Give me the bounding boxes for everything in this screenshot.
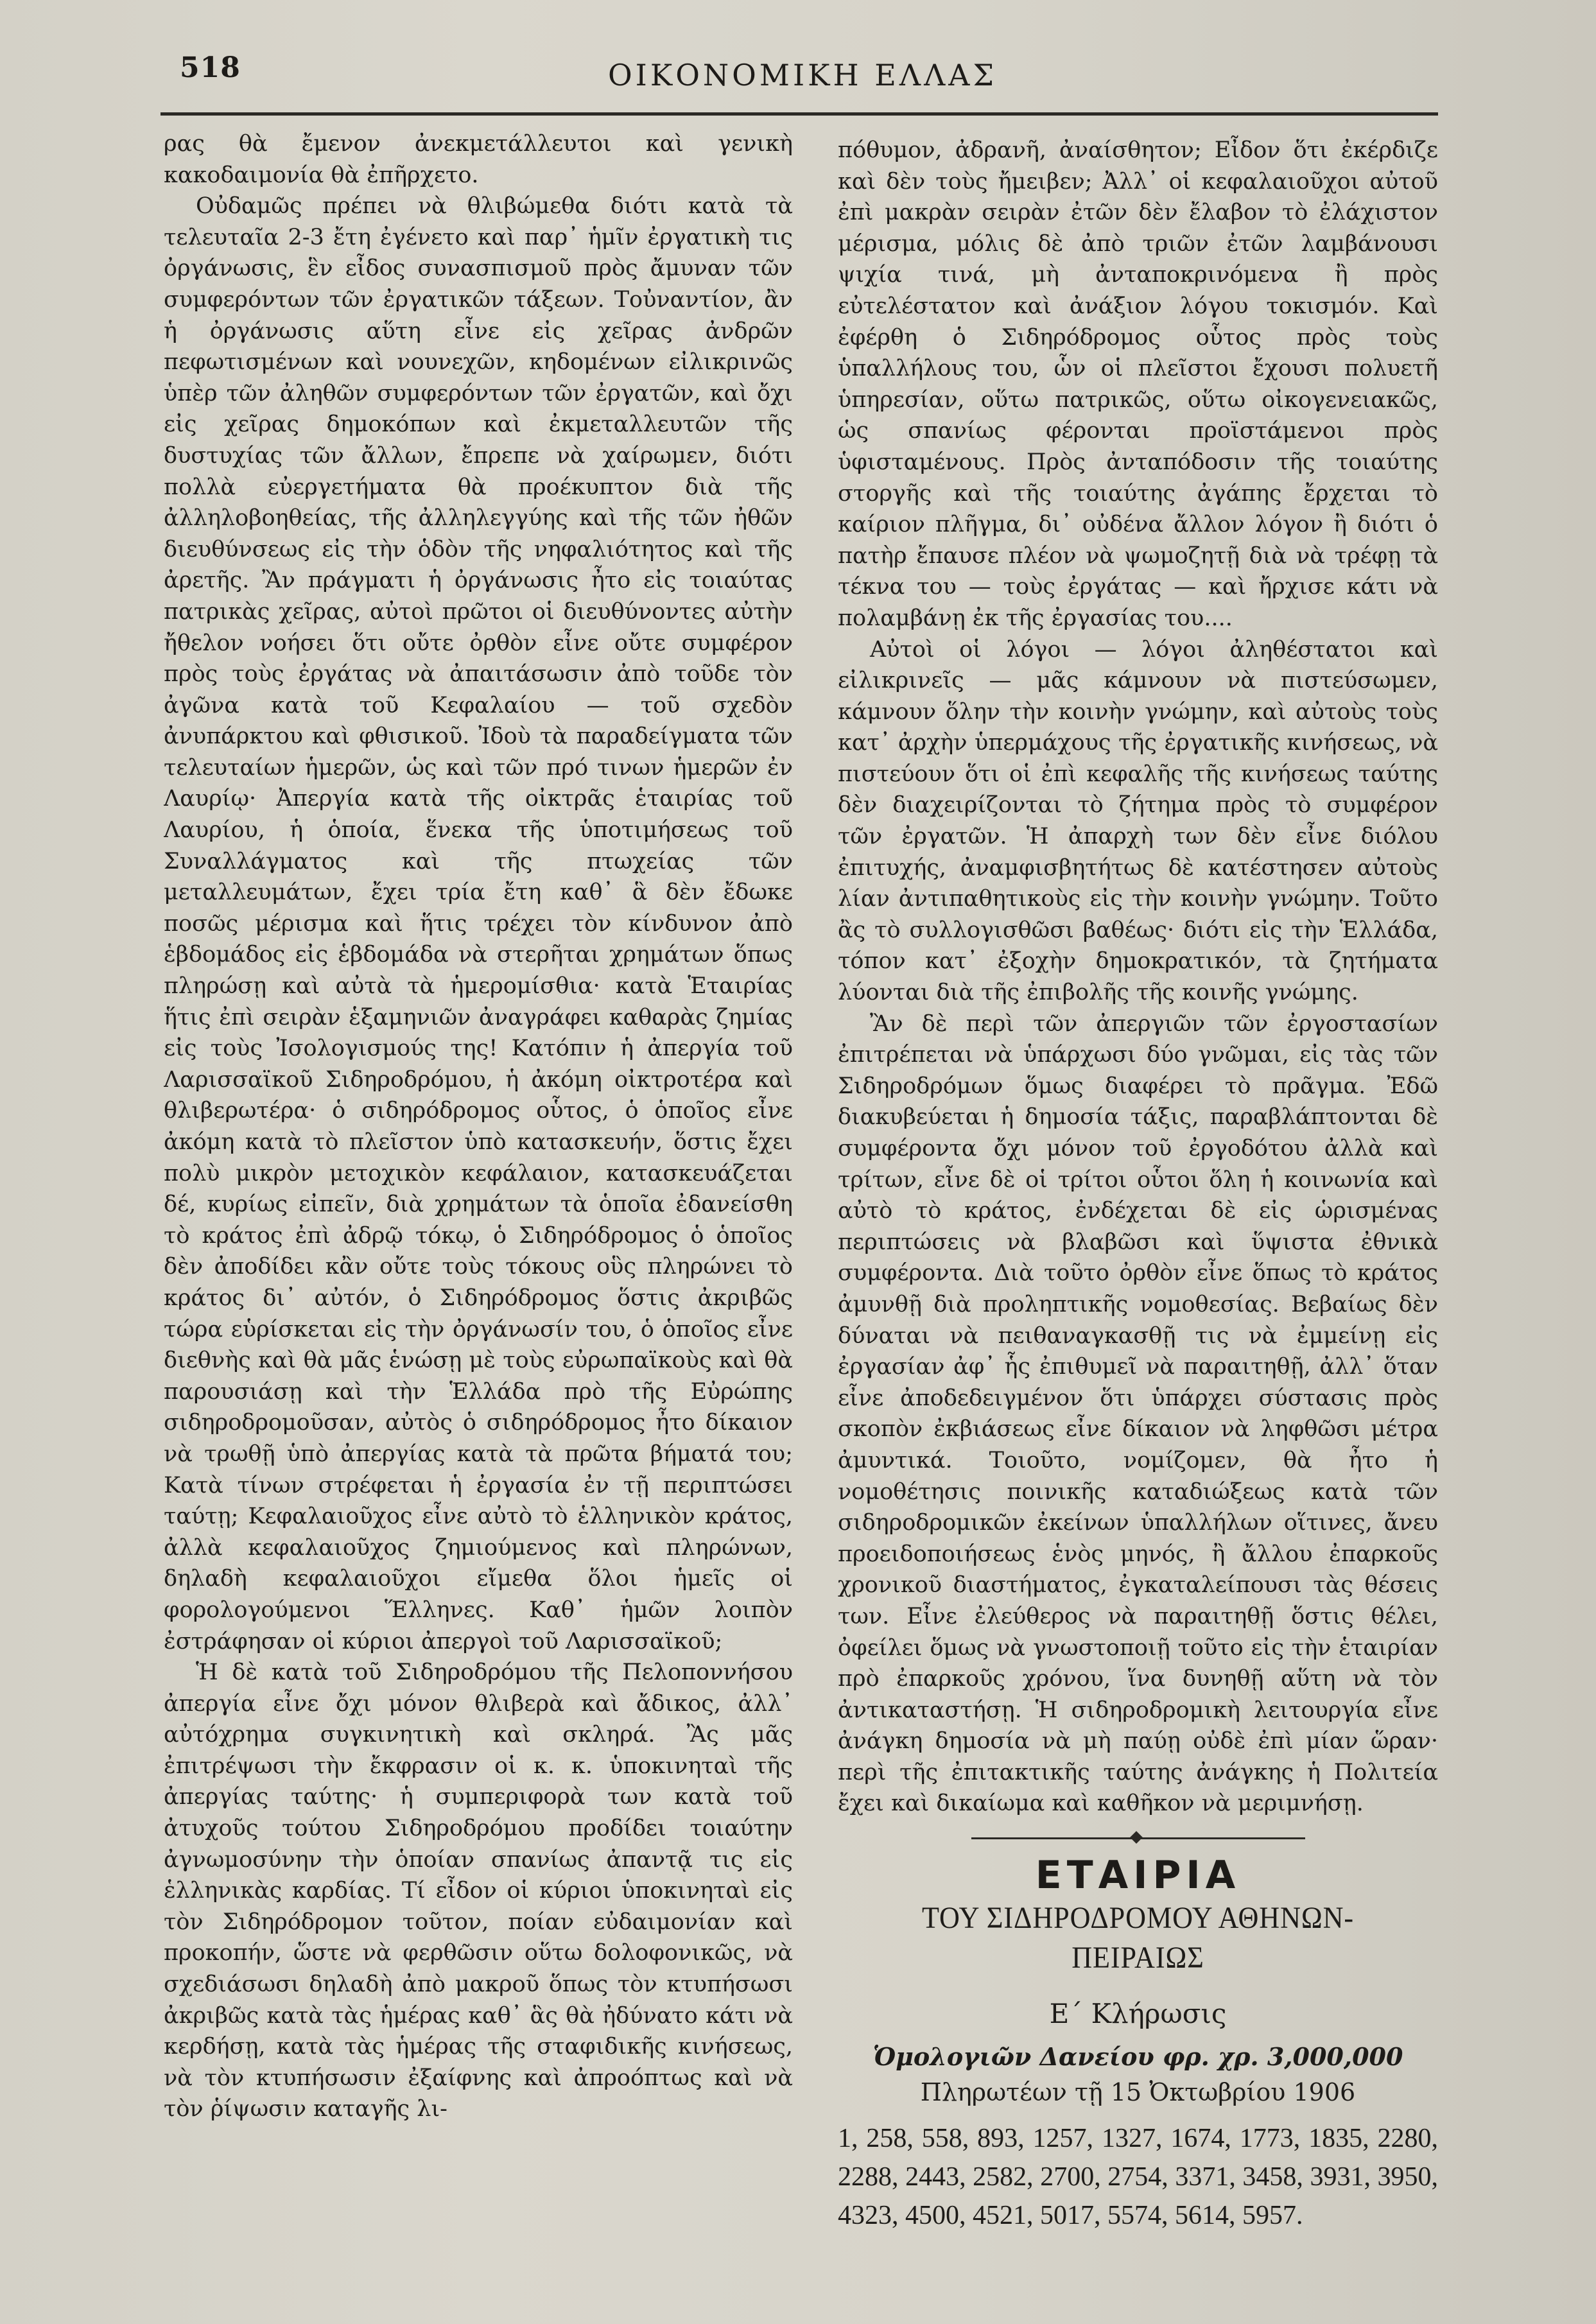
notice-draw-title: Ε´ Κλήρωσις	[1049, 1998, 1227, 2030]
page-header	[167, 45, 1438, 103]
header-rule	[160, 112, 1438, 116]
section-divider	[971, 1837, 1305, 1839]
paragraph: Ἡ δὲ κατὰ τοῦ Σιδηροδρόμου τῆς Πελοποννήσου ἀπεργία εἶνε ὄχι μόνον θλιβερὰ καὶ ἄδικος, ἀλλ᾽ αὐτόχρημα συγκινητικὴ καὶ σκληρά. Ἂς μᾶς ἐπιτρέψωσι τὴν ἔκφρασιν οἱ κ. κ. ὑποκινηταὶ τῆς ἀπεργίας ταύτης· ἡ συμπεριφορὰ των κατὰ τοῦ ἀτυχοῦς τούτου Σιδηροδρόμου προδίδει τοιαύτην ἀγνωμοσύνην τὴν ὁποίαν σπανίως ἀπαντᾷ τις εἰς ἑλληνικὰς καρδίας. Τί εἶδον οἱ κύριοι ὑποκινηταὶ εἰς τὸν Σιδηρόδρομον τοῦτον, ποίαν εὐδαιμονίαν καὶ προκοπήν, ὥστε νὰ φερθῶσιν οὕτω δολοφονικῶς, νὰ σχεδιάσωσι δηλαδὴ ἀπὸ μακροῦ ὅπως τὸν κτυπήσωσι ἀκριβῶς κατὰ τὰς ἡμέρας καθ᾽ ἃς θὰ ἠδύνατο κάτι νὰ κερδήσῃ, κατὰ τὰς ἡμέρας τῆς σταφιδικῆς κινήσεως, νὰ τὸν κτυπήσωσιν ἐξαίφνης καὶ ἀπροόπτως καὶ νὰ τὸν ῥίψωσιν καταγῆς λι-	[164, 1660, 793, 2122]
paragraph: Ἂν δὲ περὶ τῶν ἀπεργιῶν τῶν ἐργοστασίων ἐπιτρέπεται νὰ ὑπάρχωσι δύο γνῶμαι, εἰς τὰς τῶν Σιδηροδρόμων ὅμως διαφέρει τὸ πρᾶγμα. Ἐδῶ διακυβεύεται ἡ δημοσία τάξις, παραβλάπτονται δὲ συμφέροντα ὄχι μόνον τοῦ ἐργοδότου ἀλλὰ καὶ τρίτων, εἶνε δὲ οἱ τρίτοι οὗτοι ὅλη ἡ κοινωνία καὶ αὐτὸ τὸ κράτος, ἐνδέχεται δὲ εἰς ὡρισμένας περιπτώσεις νὰ βλαβῶσι καὶ ὕψιστα ἐθνικὰ συμφέροντα. Διὰ τοῦτο ὀρθὸν εἶνε ὅπως τὸ κράτος ἀμυνθῇ διὰ προληπτικῆς νομοθεσίας. Βεβαίως δὲν δύναται νὰ πειθαναγκασθῇ τις νὰ ἐμμείνῃ εἰς ἐργασίαν ἀφ᾽ ἧς ἐπιθυμεῖ νὰ παραιτηθῇ, ἀλλ᾽ ὅταν εἶνε ἀποδεδειγμένον ὅτι ὑπάρχει σύστασις πρὸς σκοπὸν ἐκβιάσεως εἶνε δίκαιον νὰ ληφθῶσι μέτρα ἀμυντικά. Τοιοῦτο, νομίζομεν, θὰ ἦτο ἡ νομοθέτησις ποινικῆς καταδιώξεως κατὰ τῶν σιδηροδρομικῶν ἐκείνων ὑπαλλήλων οἵτινες, ἄνευ προειδοποιήσεως ἑνὸς μηνός, ἢ ἄλλου ἐπαρκοῦς χρονικοῦ διαστήματος, ἐγκαταλείπουσι τὰς θέσεις των. Εἶνε ἐλεύθερος νὰ παραιτηθῇ ὅστις θέλει, ὀφείλει ὅμως νὰ γνωστοποιῇ τοῦτο εἰς τὴν ἑταιρίαν πρὸ ἐπαρκοῦς χρόνου, ἵνα δυνηθῇ αὕτη νὰ τὸν ἀντικαταστήσῃ. Ἡ σιδηροδρομικὴ λειτουργία εἶνε ἀνάγκη δημοσία νὰ μὴ παύῃ οὐδὲ ἐπὶ μίαν ὥραν· περὶ τῆς ἐπιτακτικῆς ταύτης ἀνάγκης ἡ Πολιτεία ἔχει καὶ δικαίωμα καὶ καθῆκον νὰ μεριμνήσῃ.	[838, 1010, 1438, 1817]
paragraph: Οὐδαμῶς πρέπει νὰ θλιβώμεθα διότι κατὰ τὰ τελευταῖα 2-3 ἔτη ἐγένετο καὶ παρ᾽ ἡμῖν ἐργατικὴ τις ὀργάνωσις, ἓν εἶδος συνασπισμοῦ πρὸς ἄμυναν τῶν συμφερόντων τῶν ἐργατικῶν τάξεων. Τοὐναντίον, ἂν ἡ ὀργάνωσις αὕτη εἶνε εἰς χεῖρας ἀνδρῶν πεφωτισμένων καὶ νουνεχῶν, κηδομένων εἰλικρινῶς ὑπὲρ τῶν ἀληθῶν συμφερόντων τῶν ἐργατῶν, καὶ ὄχι εἰς χεῖρας δημοκόπων καὶ ἐκμεταλλευτῶν τῆς δυστυχίας τῶν ἄλλων, ἔπρεπε νὰ χαίρωμεν, διότι πολλὰ εὐεργετήματα θὰ προέκυπτον διὰ τῆς ἀλληλοβοηθείας, τῆς ἀλληλεγγύης καὶ τῆς τῶν ἠθῶν διευθύνσεως εἰς τὴν ὁδὸν τῆς νηφαλιότητος καὶ τῆς ἀρετῆς. Ἂν πράγματι ἡ ὀργάνωσις ἦτο εἰς τοιαύτας πατρικὰς χεῖρας, αὐτοὶ πρῶτοι οἱ διευθύνοντες αὐτὴν ἤθελον νοήσει ὅτι οὔτε ὀρθὸν εἶνε οὔτε συμφέρον πρὸς τοὺς ἐργάτας νὰ ἀπαιτάσωσιν ἀπὸ τοῦδε τὸν ἀγῶνα κατὰ τοῦ Κεφαλαίου — τοῦ σχεδὸν ἀνυπάρκτου καὶ φθισικοῦ. Ἰδοὺ τὰ παραδείγματα τῶν τελευταίων ἡμερῶν, ὡς καὶ τῶν πρό τινων ἡμερῶν ἐν Λαυρίῳ· Ἀπεργία κατὰ τῆς οἰκτρᾶς ἑταιρίας τοῦ Λαυρίου, ἡ ὁποία, ἕνεκα τῆς ὑποτιμήσεως τοῦ Συναλλάγματος καὶ τῆς πτωχείας τῶν μεταλλευμάτων, ἔχει τρία ἔτη καθ᾽ ἃ δὲν ἔδωκε ποσῶς μέρισμα καὶ ἥτις τρέχει τὸν κίνδυνον ἀπὸ ἑβδομάδος εἰς ἑβδομάδα νὰ στερῆται χρημάτων ὅπως πληρώσῃ καὶ αὐτὰ τὰ ἡμερομίσθια· κατὰ Ἑταιρίας ἥτις ἐπὶ σειρὰν ἑξαμηνιῶν ἀναγράφει καθαρὰς ζημίας εἰς τοὺς Ἰσολογισμούς της! Κατόπιν ἡ ἀπεργία τοῦ Λαρισσαϊκοῦ Σιδηροδρόμου, ἡ ἀκόμη οἰκτροτέρα καὶ θλιβερωτέρα· ὁ σιδηρόδρομος οὗτος, ὁ ὁποῖος εἶνε ἀκόμη κατὰ τὸ πλεῖστον ὑπὸ κατασκευήν, ὅστις ἔχει πολὺ μικρὸν μετοχικὸν κεφάλαιον, κατασκευάζεται δέ, κυρίως εἰπεῖν, διὰ χρημάτων τὰ ὁποῖα ἐδανείσθη τὸ κράτος ἐπὶ ἀδρῷ τόκῳ, ὁ Σιδηρόδρομος ὁ ὁποῖος δὲν ἀποδίδει κἂν οὔτε τοὺς τόκους οὓς πληρώνει τὸ κράτος δι᾽ αὐτόν, ὁ Σιδηρόδρομος ὅστις ἀκριβῶς τώρα εὑρίσκεται εἰς τὴν ὀργάνωσίν του, ὁ ὁποῖος εἶνε διεθνὴς καὶ θὰ μᾶς ἑνώσῃ μὲ τοὺς εὐρωπαϊκοὺς καὶ θὰ παρουσιάσῃ καὶ τὴν Ἑλλάδα πρὸ τῆς Εὐρώπης σιδηροδρομοῦσαν, αὐτὸς ὁ σιδηρόδρομος ἦτο δίκαιον νὰ τρωθῇ ὑπὸ ἀπεργίας κατὰ τὰ πρῶτα βήματά του; Κατὰ τίνων στρέφεται ἡ ἐργασία ἐν τῇ περιπτώσει ταύτῃ; Κεφαλαιοῦχος εἶνε αὐτὸ τὸ ἑλληνικὸν κράτος, ἀλλὰ κεφαλαιοῦχος ζημιούμενος καὶ πληρώνων, δηλαδὴ κεφαλαιοῦχοι εἴμεθα ὅλοι ἡμεῖς οἱ φορολογούμενοι Ἕλληνες. Καθ᾽ ἡμῶν λοιπὸν ἐστράφησαν οἱ κύριοι ἀπεργοὶ τοῦ Λαρισσαϊκοῦ;	[164, 193, 793, 1654]
left-column	[164, 128, 793, 2266]
drawn-numbers: 1, 258, 558, 893, 1257, 1327, 1674, 1773, 1835, 2280, 2288, 2443, 2582, 2700, 2754, 3371, 3458, 3931, 3950, 4323, 4500, 4521, 5017, 5574, 5614, 5957.	[838, 2124, 1438, 2231]
paragraph: πόθυμον, ἀδρανῆ, ἀναίσθητον; Εἶδον ὅτι ἐκέρδιζε καὶ δὲν τοὺς ἤμειβεν; Ἀλλ᾽ οἱ κεφαλαιοῦχοι αὐτοῦ ἐπὶ μακρὰν σειρὰν ἐτῶν δὲν ἔλαβον τὸ ἐλάχιστον μέρισμα, μόλις δὲ ἀπὸ τριῶν ἐτῶν λαμβάνουσι ψιχία τινά, μὴ ἀνταποκρινόμενα ἢ πρὸς εὐτελέστατον καὶ ἀνάξιον λόγου τοκισμόν. Καὶ ἐφέρθη ὁ Σιδηρόδρομος οὗτος πρὸς τοὺς ὑπαλλήλους του, ὧν οἱ πλεῖστοι ἔχουσι πολυετῆ ὑπηρεσίαν, οὕτω πατρικῶς, οὕτω οἰκογενειακῶς, ὡς σπανίως φέρονται προϊστάμενοι πρὸς ὑφισταμένους. Πρὸς ἀνταπόδοσιν τῆς τοιαύτης στοργῆς καὶ τῆς τοιαύτης ἀγάπης ἔρχεται τὸ καίριον πλῆγμα, δι᾽ οὐδένα ἄλλον λόγον ἢ διότι ὁ πατὴρ ἔπαυσε πλέον νὰ ψωμοζητῇ διὰ νὰ τρέφῃ τὰ τέκνα του — τοὺς ἐργάτας — καὶ ἤρχισε κάτι νὰ πολαμβάνῃ ἐκ τῆς ἐργασίας του....	[838, 137, 1438, 631]
bond-draw-notice	[838, 1852, 1438, 2235]
paragraph: Αὐτοὶ οἱ λόγοι — λόγοι ἀληθέστατοι καὶ εἰλικρινεῖς — μᾶς κάμνουν νὰ πιστεύσωμεν, κάμνουν ὅλην τὴν κοινὴν γνώμην, καὶ αὐτοὺς τοὺς κατ᾽ ἀρχὴν ὑπερμάχους τῆς ἐργατικῆς κινήσεως, νὰ πιστεύουν ὅτι οἱ ἐπὶ κεφαλῆς τῆς κινήσεως ταύτης δὲν διαχειρίζονται τὸ ζήτημα πρὸς τὸ συμφέρον τῶν ἐργατῶν. Ἡ ἀπαρχὴ των δὲν εἶνε διόλου ἐπιτυχής, ἀναμφισβητήτως δὲ κατέστησεν αὐτοὺς λίαν ἀντιπαθητικοὺς εἰς τὴν κοινὴν γνώμην. Τοῦτο ἂς τὸ συλλογισθῶσι βαθέως· διότι εἰς τὴν Ἑλλάδα, τόπον κατ᾽ ἐξοχὴν δημοκρατικόν, τὰ ζητήματα λύονται διὰ τῆς ἐπιβολῆς τῆς κοινῆς γνώμης.	[838, 636, 1438, 1006]
running-title: ΟΙΚΟΝΟΜΙΚΗ ΕΛΛΑΣ	[607, 58, 998, 92]
notice-heading: ΕΤΑΙΡΙΑ	[1035, 1853, 1241, 1898]
paragraph: ρας θὰ ἔμενον ἀνεκμετάλλευτοι καὶ γενικὴ κακοδαιμονία θὰ ἐπῆρχετο.	[164, 131, 793, 188]
notice-date-line: Πληρωτέων τῇ 15 Ὀκτωβρίου 1906	[920, 2078, 1356, 2107]
page-number: 518	[180, 51, 241, 84]
right-column	[838, 135, 1438, 2273]
notice-bond-line: Ὁμολογιῶν Δανείου φρ. χρ. 3,000,000	[872, 2042, 1403, 2072]
notice-subheading: ΤΟΥ ΣΙΔΗΡΟΔΡΟΜΟΥ ΑΘΗΝΩΝ-ΠΕΙΡΑΙΩΣ	[921, 1901, 1355, 1975]
